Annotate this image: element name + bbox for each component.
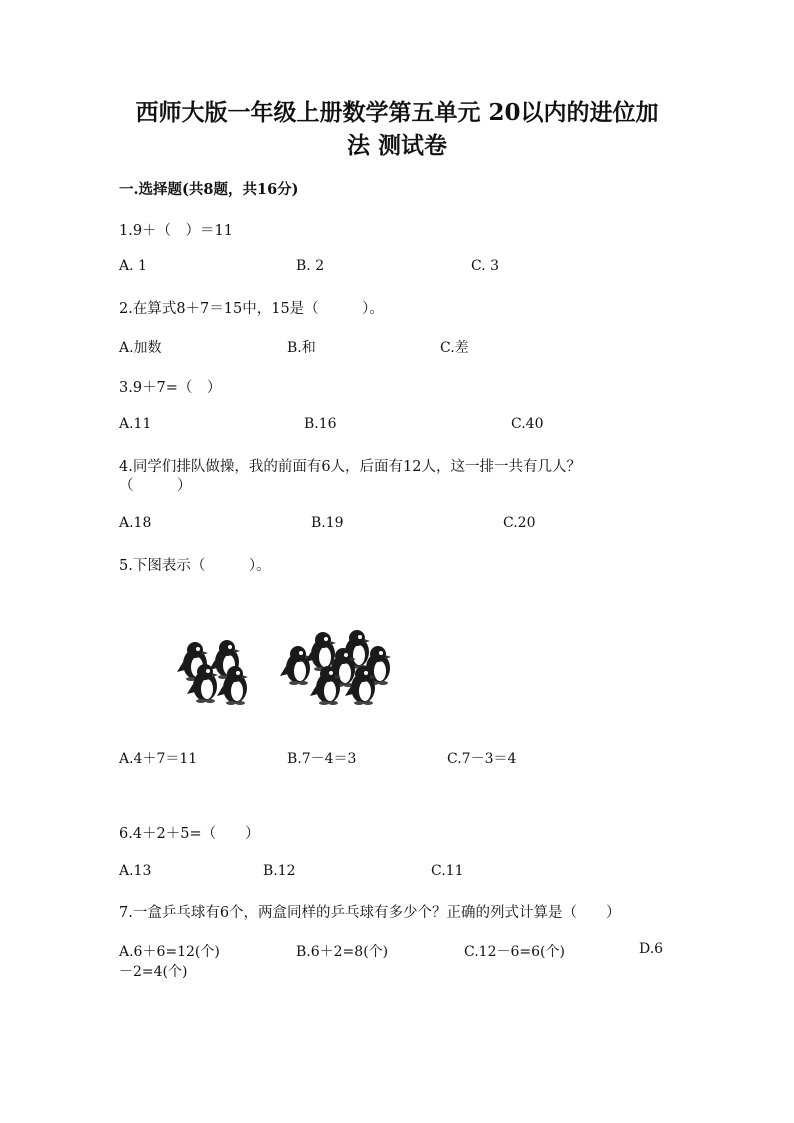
question-6-option-a[interactable]: A.13 [119,863,152,879]
question-1-option-c[interactable]: C. 3 [471,258,500,274]
question-5-option-a[interactable]: A.4＋7＝11 [119,751,198,767]
question-3-option-c[interactable]: C.40 [511,416,544,432]
question-6-option-b[interactable]: B.12 [263,863,296,879]
question-2-option-c[interactable]: C.差 [440,340,469,356]
question-6-stem: 6.4＋2＋5=（ ） [119,826,260,842]
question-3-option-a[interactable]: A.11 [119,416,152,432]
question-1-option-b[interactable]: B. 2 [296,258,325,274]
question-5-stem: 5.下图表示（ ）。 [119,558,271,574]
question-2-option-b[interactable]: B.和 [287,340,316,356]
question-7-stem: 7.一盒乒乓球有6个，两盒同样的乒乓球有多少个？正确的列式计算是（ ） [119,905,621,921]
question-2-stem: 2.在算式8＋7＝15中，15是（ ）。 [119,301,384,317]
question-7-option-c[interactable]: C.12－6=6(个) [464,944,565,960]
penguin-group-right [280,630,391,705]
question-1-option-a[interactable]: A. 1 [119,258,147,274]
question-6-option-c[interactable]: C.11 [431,863,464,879]
question-4-stem: 4.同学们排队做操，我的前面有6人，后面有12人，这一排一共有几人？ [119,459,582,475]
question-4-option-c[interactable]: C.20 [503,515,536,531]
penguin-icon [280,646,311,685]
penguins-illustration [175,628,400,708]
question-7-option-d[interactable]: D.6 [639,941,664,957]
page-title-line1: 西师大版一年级上册数学第五单元 20以内的进位加 [135,99,659,126]
page-title-line2: 法 测试卷 [346,132,447,159]
question-5-option-b[interactable]: B.7－4＝3 [287,751,357,767]
question-7-option-a[interactable]: A.6＋6=12(个) [119,944,220,960]
section-heading: 一.选择题(共8题，共16分) [119,181,299,198]
question-4-option-b[interactable]: B.19 [311,515,344,531]
question-3-option-b[interactable]: B.16 [304,416,337,432]
question-2-option-a[interactable]: A.加数 [119,340,162,356]
question-5-option-c[interactable]: C.7－3＝4 [447,751,517,767]
question-3-stem: 3.9＋7=（ ） [119,380,222,396]
question-4-option-a[interactable]: A.18 [119,515,152,531]
question-1-stem: 1.9＋（ ）＝11 [119,223,234,239]
question-4-stem-continued: （ ） [119,478,192,494]
question-7-option-d-continued: －2=4(个) [119,964,188,980]
question-7-option-b[interactable]: B.6＋2=8(个) [296,944,389,960]
penguin-group-left [177,640,248,705]
